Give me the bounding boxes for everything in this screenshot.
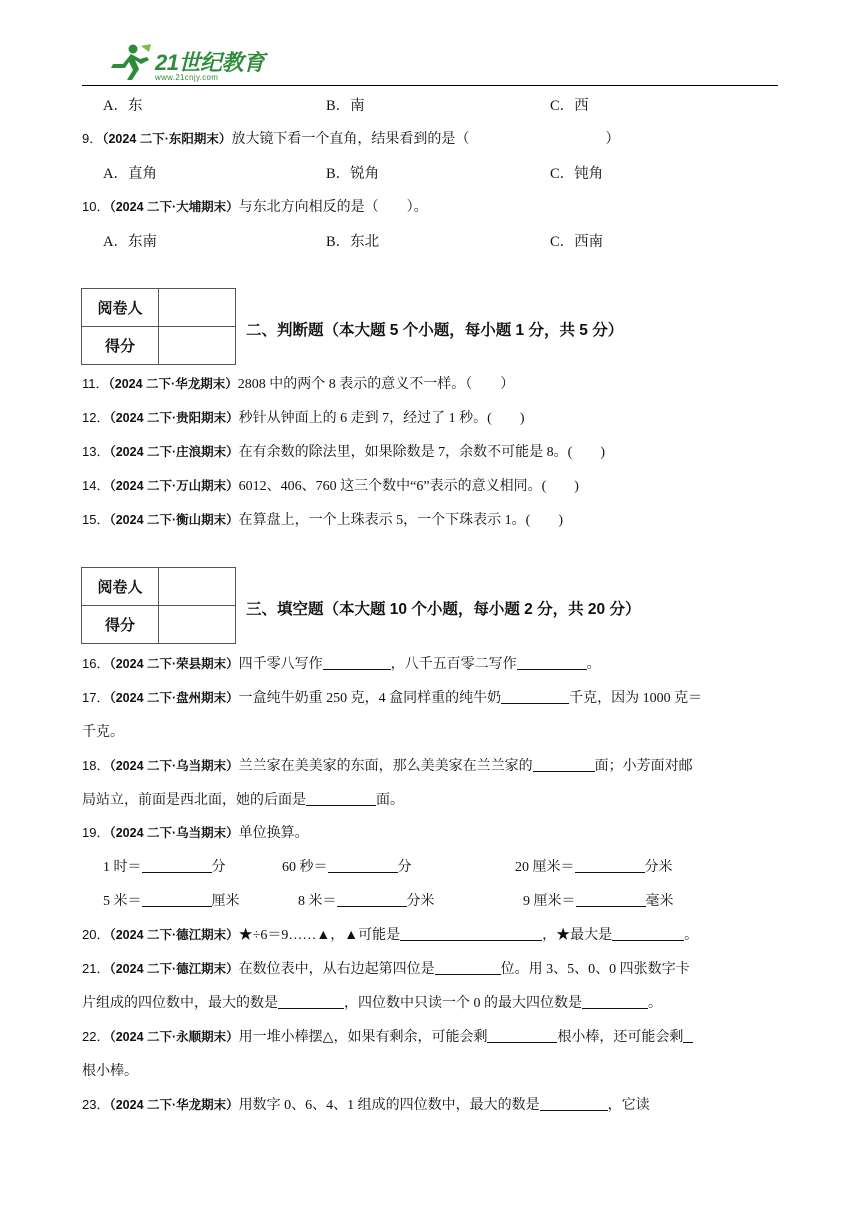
question-text: 局站立，前面是西北面，她的后面是 xyxy=(82,793,306,808)
answer-blank[interactable] xyxy=(683,1028,693,1043)
question-17 xyxy=(82,687,702,707)
question-source: （2024 二下·东阳期末） xyxy=(102,132,232,146)
conversion-unit: 分 xyxy=(397,860,412,875)
conversion-text: 60 秒＝ xyxy=(282,860,328,875)
question-text: 。 xyxy=(586,657,601,672)
question-number: 16． xyxy=(82,656,110,671)
answer-blank[interactable] xyxy=(575,858,645,873)
question-source: （2024 二下·荣县期末） xyxy=(109,657,239,671)
conversion-text: 9 厘米＝ xyxy=(523,894,576,909)
question-number: 12． xyxy=(82,410,110,425)
answer-blank[interactable] xyxy=(337,892,407,907)
score-box-section2 xyxy=(81,288,236,365)
score-label: 得分 xyxy=(82,327,159,365)
question-text: 与东北方向相反的是（ ）。 xyxy=(238,200,428,215)
logo-text: 21世纪教育 xyxy=(155,50,265,75)
answer-blank[interactable] xyxy=(306,791,376,806)
answer-blank[interactable] xyxy=(582,994,648,1009)
question-text: 面。 xyxy=(376,793,404,808)
question-source: （2024 二下·盘州期末） xyxy=(109,691,239,705)
question-number: 15． xyxy=(82,512,110,527)
question-19 xyxy=(82,822,309,842)
question-text: ，四位数中只读一个 0 的最大四位数是 xyxy=(344,996,582,1011)
question-number: 9． xyxy=(82,131,103,146)
question-text: ，八千五百零二写作 xyxy=(390,657,517,672)
question-paren-close: ） xyxy=(605,132,620,147)
question-text: 。 xyxy=(648,996,662,1011)
question-text: 在数位表中，从右边起第四位是 xyxy=(238,962,435,977)
answer-blank[interactable] xyxy=(576,892,646,907)
question-source: （2024 二下·华龙期末） xyxy=(108,377,238,391)
q8-option-c: C．西 xyxy=(550,98,589,114)
answer-blank[interactable] xyxy=(517,655,587,670)
conversion-4 xyxy=(103,890,240,910)
question-number: 14． xyxy=(82,478,110,493)
question-text: 6012、406、760 这三个数中“6”表示的意义相同。( ) xyxy=(238,479,579,494)
question-number: 23． xyxy=(82,1097,110,1112)
question-10 xyxy=(82,196,428,216)
q9-option-c: C．钝角 xyxy=(550,166,604,182)
question-text: ★÷6＝9……▲，▲可能是 xyxy=(238,928,401,943)
question-text: 在算盘上，一个上珠表示 5，一个下珠表示 1。( ) xyxy=(238,513,563,528)
conversion-unit: 分米 xyxy=(406,894,435,909)
question-text: ，★最大是 xyxy=(542,928,613,943)
score-label: 得分 xyxy=(82,606,159,644)
question-source: （2024 二下·华龙期末） xyxy=(109,1098,239,1112)
question-22-line2: 根小棒。 xyxy=(82,1064,138,1079)
answer-blank[interactable] xyxy=(487,1028,557,1043)
question-text: 单位换算。 xyxy=(238,826,309,841)
question-number: 20． xyxy=(82,927,110,942)
conversion-text: 1 时＝ xyxy=(103,860,142,875)
score-cell xyxy=(159,606,236,644)
score-box-section3 xyxy=(81,567,236,644)
conversion-2 xyxy=(282,856,412,876)
conversion-3 xyxy=(515,856,673,876)
question-source: （2024 二下·万山期末） xyxy=(109,479,239,493)
question-source: （2024 二下·永顺期末） xyxy=(109,1030,239,1044)
question-source: （2024 二下·衡山期末） xyxy=(109,513,239,527)
answer-blank[interactable] xyxy=(435,960,501,975)
question-source: （2024 二下·庄浪期末） xyxy=(109,445,239,459)
q9-option-a: A．直角 xyxy=(103,166,157,182)
question-text: 放大镜下看一个直角，结果看到的是（ xyxy=(231,132,470,147)
question-text: 2808 中的两个 8 表示的意义不一样。（ ） xyxy=(237,377,515,392)
question-text: 兰兰家在美美家的东面，那么美美家在兰兰家的 xyxy=(238,759,533,774)
conversion-unit: 分米 xyxy=(644,860,673,875)
question-number: 22． xyxy=(82,1029,110,1044)
question-number: 13． xyxy=(82,444,110,459)
question-13 xyxy=(82,441,605,461)
answer-blank[interactable] xyxy=(400,926,542,941)
question-text: 面；小芳面对邮 xyxy=(594,759,693,774)
site-logo xyxy=(105,40,275,84)
score-cell xyxy=(159,327,236,365)
question-22 xyxy=(82,1026,693,1046)
question-number: 11． xyxy=(82,376,109,391)
question-11 xyxy=(82,373,514,393)
answer-blank[interactable] xyxy=(540,1096,608,1111)
question-text: 千克，因为 1000 克＝ xyxy=(569,691,703,706)
question-source: （2024 二下·德江期末） xyxy=(109,962,239,976)
question-18 xyxy=(82,755,693,775)
reviewer-label: 阅卷人 xyxy=(82,289,159,327)
conversion-text: 5 米＝ xyxy=(103,894,142,909)
question-16 xyxy=(82,653,601,673)
question-number: 19． xyxy=(82,825,110,840)
section-3-title: 三、填空题（本大题 10 个小题，每小题 2 分，共 20 分） xyxy=(246,601,641,618)
question-text: 秒针从钟面上的 6 走到 7，经过了 1 秒。( ) xyxy=(238,411,525,426)
q8-option-b: B．南 xyxy=(326,98,365,114)
conversion-6 xyxy=(523,890,674,910)
question-23 xyxy=(82,1094,650,1114)
question-text: 根小棒，还可能会剩 xyxy=(557,1030,684,1045)
answer-blank[interactable] xyxy=(142,892,212,907)
question-15 xyxy=(82,509,563,529)
question-text: 位。用 3、5、0、0 四张数字卡 xyxy=(500,962,690,977)
answer-blank[interactable] xyxy=(501,689,569,704)
question-number: 17． xyxy=(82,690,110,705)
q10-option-b: B．东北 xyxy=(326,234,380,250)
runner-logo-icon xyxy=(105,42,153,82)
question-text: 。 xyxy=(684,928,699,943)
conversion-1 xyxy=(103,856,226,876)
question-21 xyxy=(82,958,690,978)
answer-blank[interactable] xyxy=(612,926,684,941)
question-number: 21． xyxy=(82,961,110,976)
q8-option-a: A．东 xyxy=(103,98,143,114)
question-text: 一盒纯牛奶重 250 克，4 盒同样重的纯牛奶 xyxy=(238,691,502,706)
answer-blank[interactable] xyxy=(278,994,344,1009)
reviewer-label: 阅卷人 xyxy=(82,568,159,606)
header-rule xyxy=(82,85,778,86)
reviewer-cell xyxy=(159,568,236,606)
answer-blank[interactable] xyxy=(328,858,398,873)
question-12 xyxy=(82,407,525,427)
q10-option-a: A．东南 xyxy=(103,234,157,250)
question-text: 在有余数的除法里，如果除数是 7，余数不可能是 8。( ) xyxy=(238,445,605,460)
reviewer-cell xyxy=(159,289,236,327)
answer-blank[interactable] xyxy=(533,757,595,772)
question-18-line2 xyxy=(82,789,404,809)
question-source: （2024 二下·德江期末） xyxy=(109,928,239,942)
question-text: 四千零八写作 xyxy=(238,657,323,672)
question-number: 18． xyxy=(82,758,110,773)
question-14 xyxy=(82,475,579,495)
question-9 xyxy=(82,128,619,148)
question-17-line2: 千克。 xyxy=(82,725,124,740)
section-2-title: 二、判断题（本大题 5 个小题，每小题 1 分，共 5 分） xyxy=(246,322,624,339)
question-text: 用一堆小棒摆△，如果有剩余，可能会剩 xyxy=(238,1030,488,1045)
conversion-unit: 毫米 xyxy=(645,894,674,909)
conversion-text: 8 米＝ xyxy=(298,894,337,909)
conversion-text: 20 厘米＝ xyxy=(515,860,575,875)
q10-option-c: C．西南 xyxy=(550,234,604,250)
conversion-unit: 厘米 xyxy=(211,894,240,909)
question-source: （2024 二下·大埔期末） xyxy=(109,200,239,214)
conversion-unit: 分 xyxy=(211,860,226,875)
question-20 xyxy=(82,924,698,944)
question-text: 片组成的四位数中，最大的数是 xyxy=(82,996,278,1011)
question-21-line2 xyxy=(82,992,662,1012)
question-source: （2024 二下·贵阳期末） xyxy=(109,411,239,425)
conversion-5 xyxy=(298,890,435,910)
logo-subtext: www.21cnjy.com xyxy=(155,73,219,82)
question-source: （2024 二下·乌当期末） xyxy=(109,759,239,773)
q9-option-b: B．锐角 xyxy=(326,166,380,182)
answer-blank[interactable] xyxy=(142,858,212,873)
question-number: 10． xyxy=(82,199,110,214)
question-source: （2024 二下·乌当期末） xyxy=(109,826,239,840)
question-text: ，它读 xyxy=(607,1098,650,1113)
question-text: 用数字 0、6、4、1 组成的四位数中，最大的数是 xyxy=(238,1098,540,1113)
answer-blank[interactable] xyxy=(323,655,391,670)
